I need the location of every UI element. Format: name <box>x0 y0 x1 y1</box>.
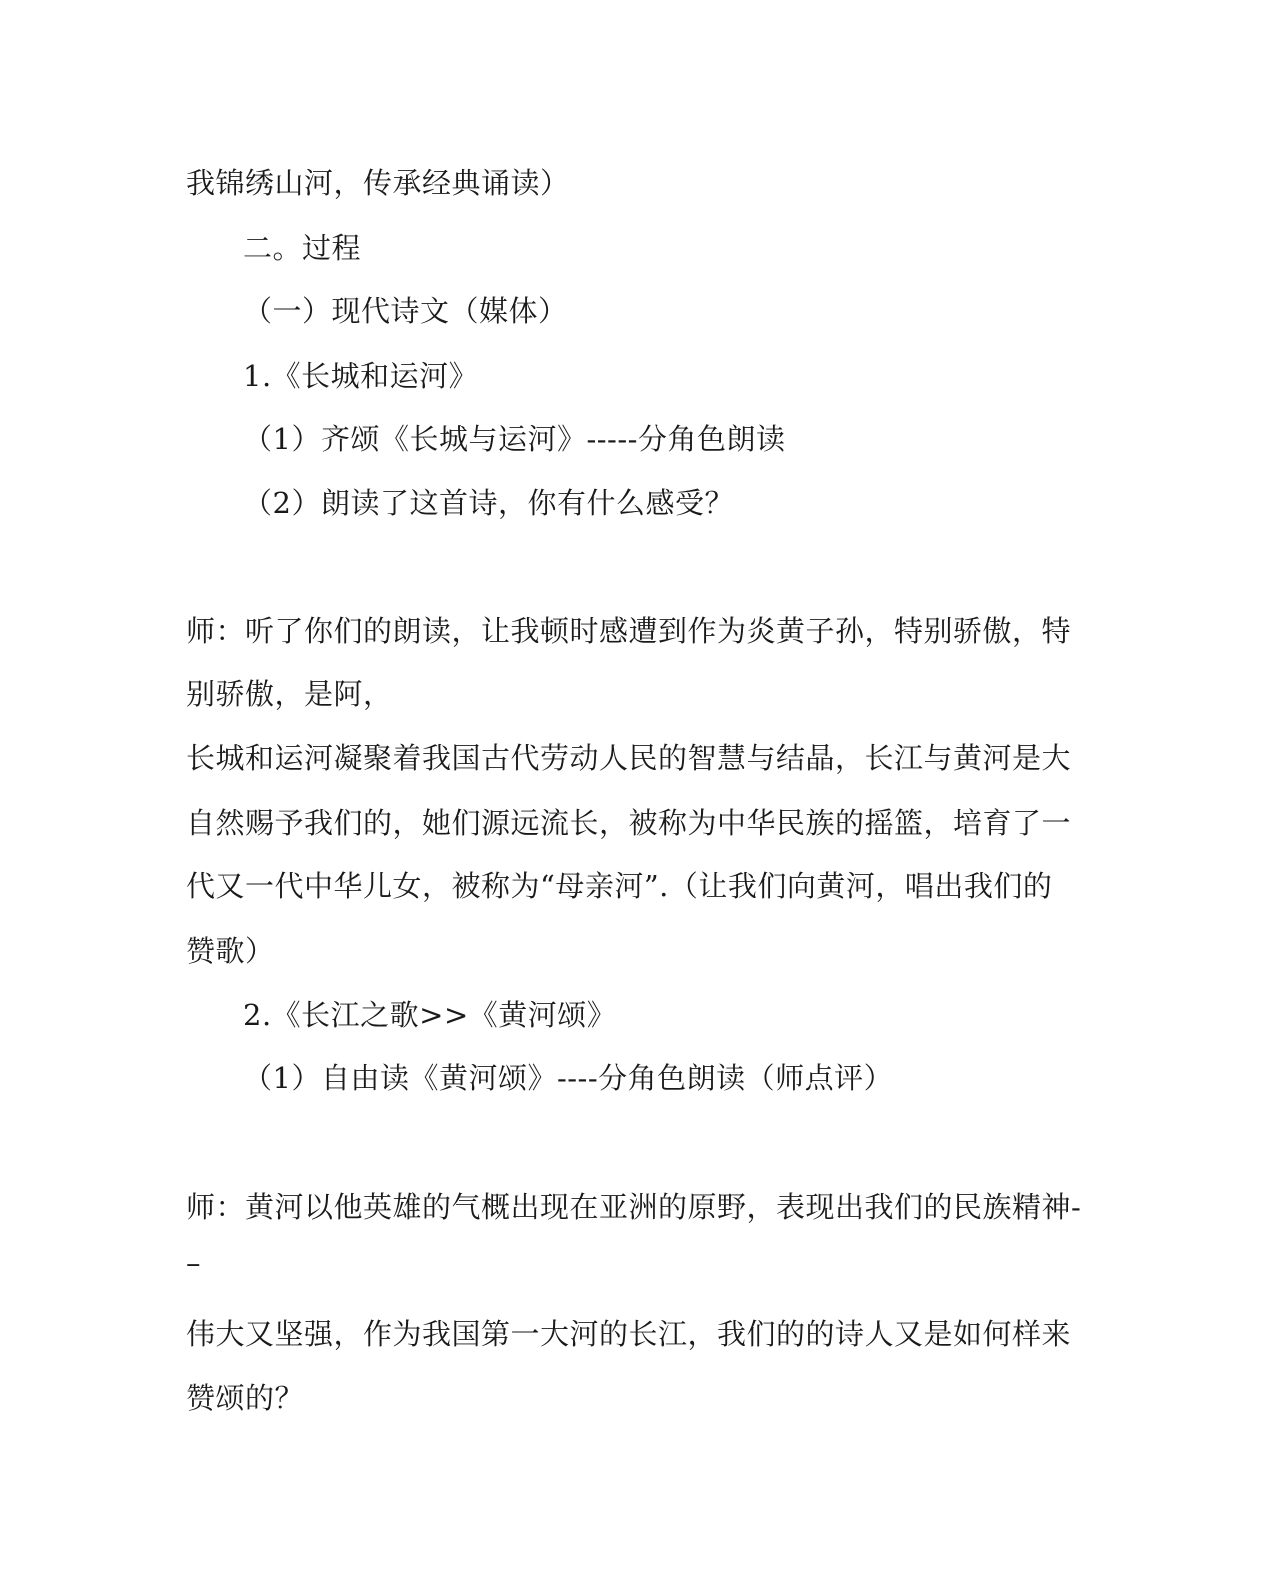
text-line: 赞歌） <box>186 934 275 968</box>
text-line: （1）自由读《黄河颂》----分角色朗读（师点评） <box>243 1061 894 1095</box>
subsection-heading: （一）现代诗文（媒体） <box>243 294 568 328</box>
text-line: 伟大又坚强，作为我国第一大河的长江，我们的的诗人又是如何样来 <box>186 1317 1072 1351</box>
text-line: 师：黄河以他英雄的气概出现在亚洲的原野，表现出我们的民族精神- <box>186 1190 1082 1224</box>
text-line: （1）齐颂《长城与运河》-----分角色朗读 <box>243 422 786 456</box>
text-line: 别骄傲，是阿， <box>186 677 393 711</box>
text-line: 代又一代中华儿女，被称为“母亲河”.（让我们向黄河，唱出我们的 <box>186 869 1053 903</box>
text-line: 长城和运河凝聚着我国古代劳动人民的智慧与结晶，长江与黄河是大 <box>186 741 1072 775</box>
text-line: – <box>186 1246 201 1280</box>
section-heading: 二。过程 <box>243 231 362 265</box>
text-line: 自然赐予我们的，她们源远流长，被称为中华民族的摇篮，培育了一 <box>186 806 1072 840</box>
text-line: 赞颂的？ <box>186 1381 305 1415</box>
item-heading: 1.《长城和运河》 <box>243 359 479 393</box>
text-line: 师：听了你们的朗读，让我顿时感遭到作为炎黄子孙，特别骄傲，特 <box>186 614 1072 648</box>
text-line: 我锦绣山河，传承经典诵读） <box>186 166 570 200</box>
text-line: （2）朗读了这首诗，你有什么感受？ <box>243 486 734 520</box>
item-heading: 2.《长江之歌>>《黄河颂》 <box>243 998 617 1032</box>
